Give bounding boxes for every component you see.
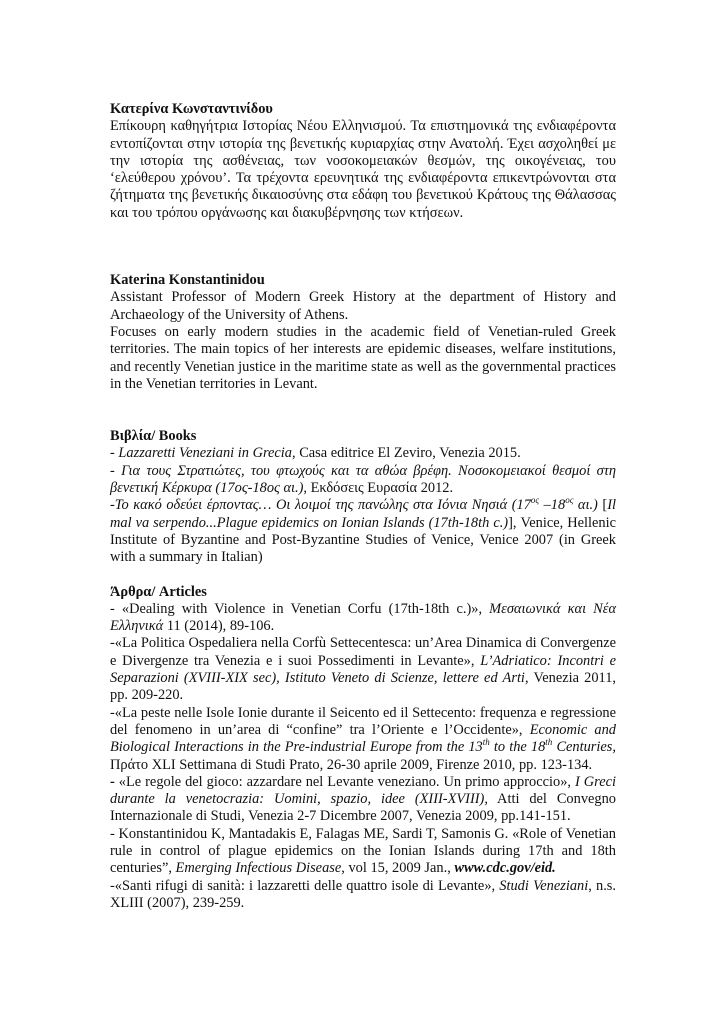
article-1-journal: Μεσαιωνικά και Νέα Ελληνικά bbox=[110, 600, 616, 635]
greek-bio-name: Κατερίνα Κωνσταντινίδου bbox=[110, 101, 273, 117]
book-2-prefix: - bbox=[110, 462, 122, 479]
book-3-sup-2: ος bbox=[565, 495, 574, 506]
article-4-details: , Atti del Convegno Internazionale di Studi, Venezia 2-7 Dicembre 2007, Venezia 2009, pp.141-151. bbox=[110, 791, 616, 825]
article-3-volume-a: Economic and Biological Interactions in the Pre-industrial Europe from the 13 bbox=[110, 721, 617, 756]
book-entry-3 bbox=[110, 497, 616, 566]
article-entry-6 bbox=[110, 878, 616, 913]
article-5-journal: Emerging Infectious Disease bbox=[175, 860, 342, 877]
english-bio-line1: Assistant Professor of Modern Greek History at the department of History and Archaeology of the University of Athens. bbox=[110, 289, 616, 323]
article-6-title: -«Santi rifugi di sanità: i lazzaretti delle quattro isole di Levante», bbox=[110, 877, 500, 894]
book-entry-1 bbox=[110, 445, 616, 462]
article-3-sup-1: th bbox=[482, 737, 490, 748]
book-3-sup-1: ος bbox=[530, 495, 540, 506]
book-3-english-title: Il mal va serpendo...Plague epidemics on Ionian Islands (17th-18th c.) bbox=[110, 497, 616, 531]
book-3-title-c: αι.) bbox=[573, 497, 598, 514]
article-entry-2 bbox=[110, 635, 616, 704]
article-5-title: - Konstantinidou K, Mantadakis E, Falagas ME, Sardi T, Samonis G. «Role of Venetian rule in control of plague epidemics on the Ionian Islands during 17th and 18th centuries”, bbox=[110, 825, 616, 877]
article-2-title: -«La Politica Ospedaliera nella Corfù Settecentesca: un’Area Dinamica di Convergenze e Divergenze tra Venezia e i suoi Possedimenti in Levante», bbox=[110, 635, 616, 669]
article-4-volume: I Greci durante la venetocrazia: Uomini, spazio, idee (XIII-XVIII) bbox=[110, 773, 616, 808]
article-5-link[interactable]: www.cdc.gov/eid. bbox=[454, 860, 556, 877]
articles-heading: Άρθρα/ Articles bbox=[110, 583, 207, 600]
article-entry-1 bbox=[110, 601, 616, 636]
book-3-publisher: ], Venice, Hellenic Institute of Byzantine and Post-Byzantine Studies of Venice, Venice 2007 (in Greek with a summary in Italian) bbox=[110, 514, 616, 566]
article-entry-5 bbox=[110, 826, 616, 878]
book-1-prefix: - bbox=[110, 445, 119, 462]
book-1-publisher: , Casa editrice El Zeviro, Venezia 2015. bbox=[292, 445, 521, 462]
english-bio-name: Katerina Konstantinidou bbox=[110, 272, 265, 289]
english-bio-line2: Focuses on early modern studies in the academic field of Venetian-ruled Greek territories. The main topics of her interests are epidemic diseases, welfare institutions, and recently Venetian justice in the maritime state as well as the governmental practices in the Venetian territories in Levant. bbox=[110, 323, 616, 392]
book-3-title-a: -Το κακό οδεύει έρποντας… Οι λοιμοί της πανώλης στα Ιόνια Νησιά (17 bbox=[110, 497, 531, 514]
article-entry-3 bbox=[110, 705, 616, 774]
article-6-details: , n.s. XLIII (2007), 239-259. bbox=[110, 877, 616, 911]
article-4-title: «Le regole del gioco: azzardare nel Levante veneziano. Un primo approccio», bbox=[118, 773, 575, 790]
article-6-journal: Studi Veneziani bbox=[499, 877, 589, 894]
book-entry-2 bbox=[110, 463, 616, 498]
book-1-title: Lazzaretti Veneziani in Grecia bbox=[118, 445, 292, 462]
article-3-details: Πράτο XLI Settimana di Studi Prato, 26-30 aprile 2009, Firenze 2010, pp. 123-134. bbox=[110, 756, 593, 773]
article-1-title: - «Dealing with Violence in Venetian Corfu (17th-18th c.)», bbox=[110, 600, 490, 617]
article-1-details: 11 (2014), 89-106. bbox=[163, 618, 275, 635]
article-3-volume-c: Centuries, bbox=[552, 739, 616, 756]
article-3-volume-b: to the 18 bbox=[489, 739, 546, 756]
book-3-bracket: [ bbox=[597, 497, 608, 514]
book-2-title: Για τους Στρατιώτες, του φτωχούς και τα αθώα βρέφη. Νοσοκομειακοί θεσμοί στη βενετική Κέρκυρα (17ος-18ος αι.) bbox=[110, 462, 616, 497]
article-3-sup-2: th bbox=[545, 737, 553, 748]
article-4-dash: - bbox=[110, 773, 119, 790]
article-entry-4 bbox=[110, 774, 616, 826]
book-2-publisher: , Εκδόσεις Ευρασία 2012. bbox=[303, 480, 454, 497]
article-3-title: -«La peste nelle Isole Ionie durante il Seicento ed il Settecento: frequenza e regressione del fenomeno in un’area di “confine” tra l’Oriente e l’Occidente», bbox=[110, 704, 616, 738]
document-page bbox=[110, 101, 616, 912]
book-3-title-b: –18 bbox=[539, 497, 566, 514]
article-2-details: , Venezia 2011, pp. 209-220. bbox=[110, 670, 616, 704]
article-2-volume: L’Adriatico: Incontri e Separazioni (XVIII-XIX sec), Istituto Veneto di Scienze, lettere ed Arti bbox=[110, 652, 616, 687]
books-heading: Βιβλία/ Books bbox=[110, 428, 197, 445]
greek-bio-text: Επίκουρη καθηγήτρια Ιστορίας Νέου Ελληνισμού. Τα επιστημονικά της ενδιαφέροντα εντοπίζονται στην ιστορία της βενετικής κυριαρχίας στην Ανατολή. Έχει ασχοληθεί με την ιστορία της ασθένειας, των νοσοκομειακών θεσμών, της οικογένειας, του ‘ελεύθερου χρόνου’. Τα τρέχοντα ερευνητικά της ενδιαφέροντα επικεντρώνονται στα ζήτηματα της βενετικής δικαιοσύνης στα εδάφη του βενετικού Κράτους της Θάλασσας και του τρόπου οργάνωσης και διακυβέρνησης των κτήσεων. bbox=[110, 118, 616, 221]
article-5-details: , vol 15, 2009 Jan., bbox=[341, 860, 455, 877]
